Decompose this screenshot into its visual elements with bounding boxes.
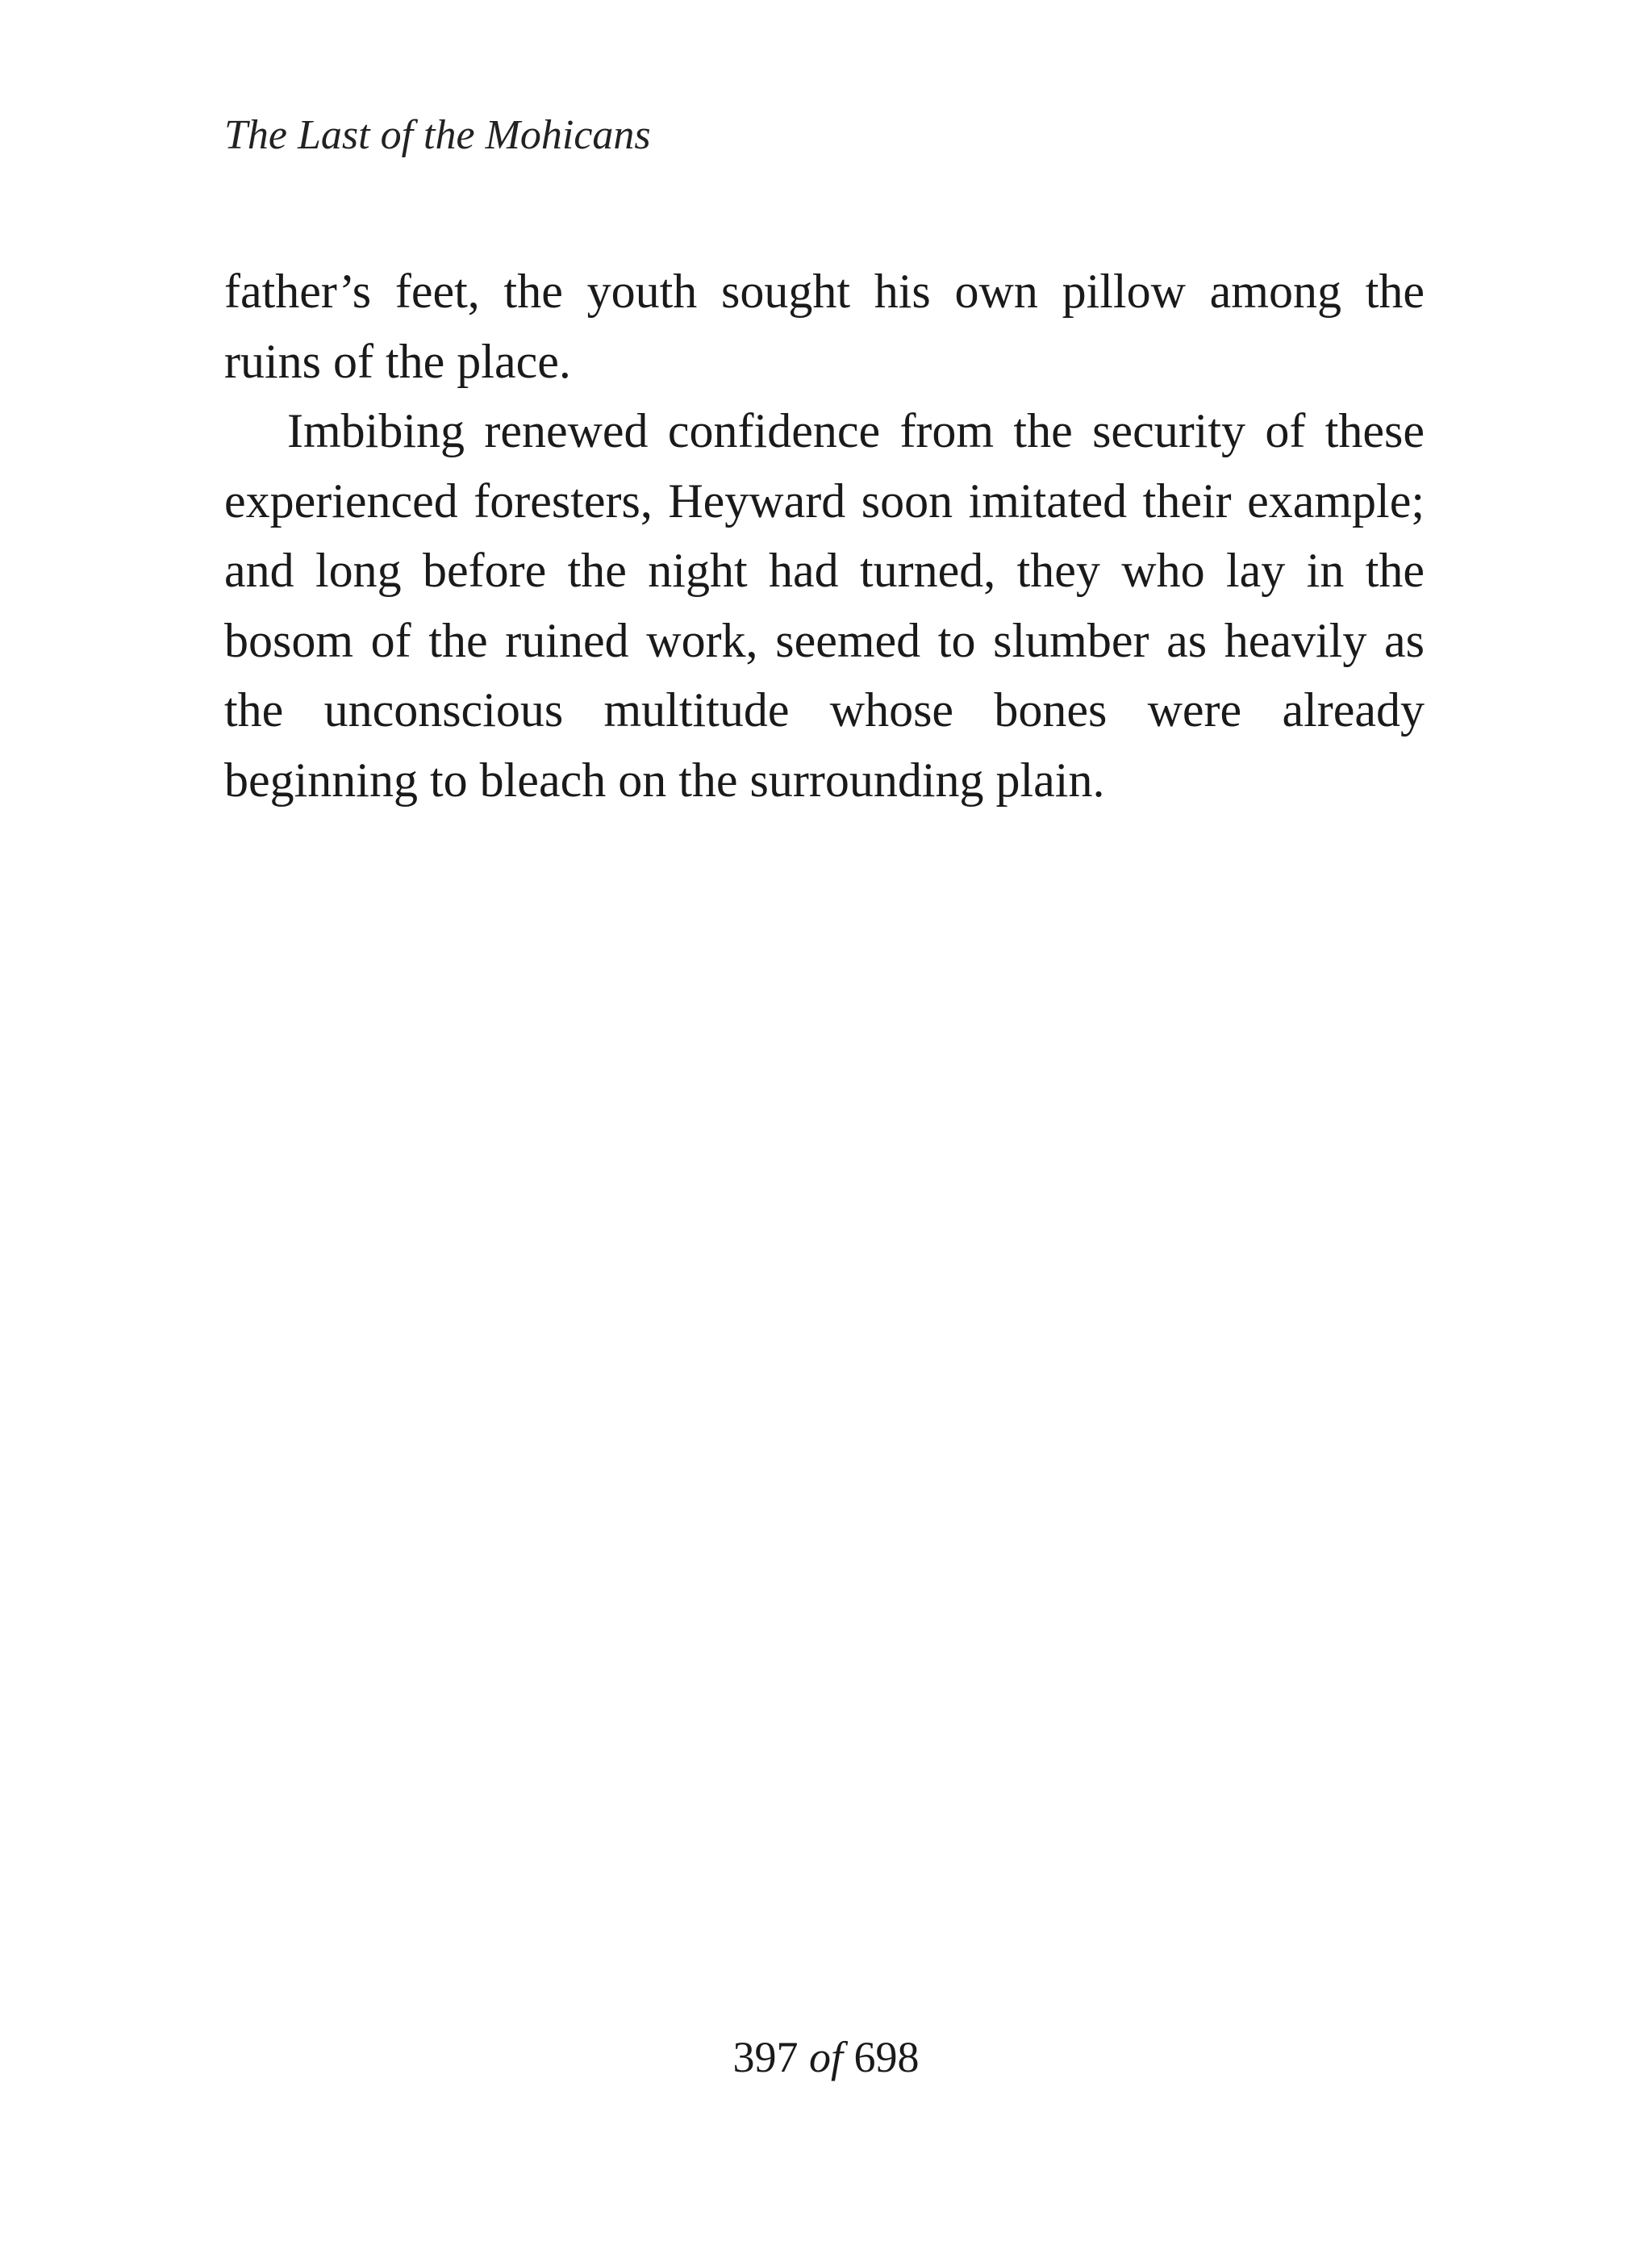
running-head-title: The Last of the Mohicans: [224, 112, 651, 158]
page-number: [0, 2025, 1652, 2089]
total-pages-number: 698: [853, 2033, 920, 2081]
paragraph: Imbibing renewed confidence from the security of these experienced foresters, Heyward soon imitated their example; and long before the night had turned, they who lay in the bosom of the ruined work, seemed to slumber as heavily as the unconscious multitude whose bones were already beginning to bleach on the surrounding plain.: [224, 404, 1425, 807]
page-body: [224, 257, 1425, 815]
page-of-label: of: [808, 2033, 843, 2081]
paragraph-continuation: father’s feet, the youth sought his own pillow among the ruins of the place.: [224, 265, 1425, 388]
current-page-number: 397: [732, 2033, 799, 2081]
